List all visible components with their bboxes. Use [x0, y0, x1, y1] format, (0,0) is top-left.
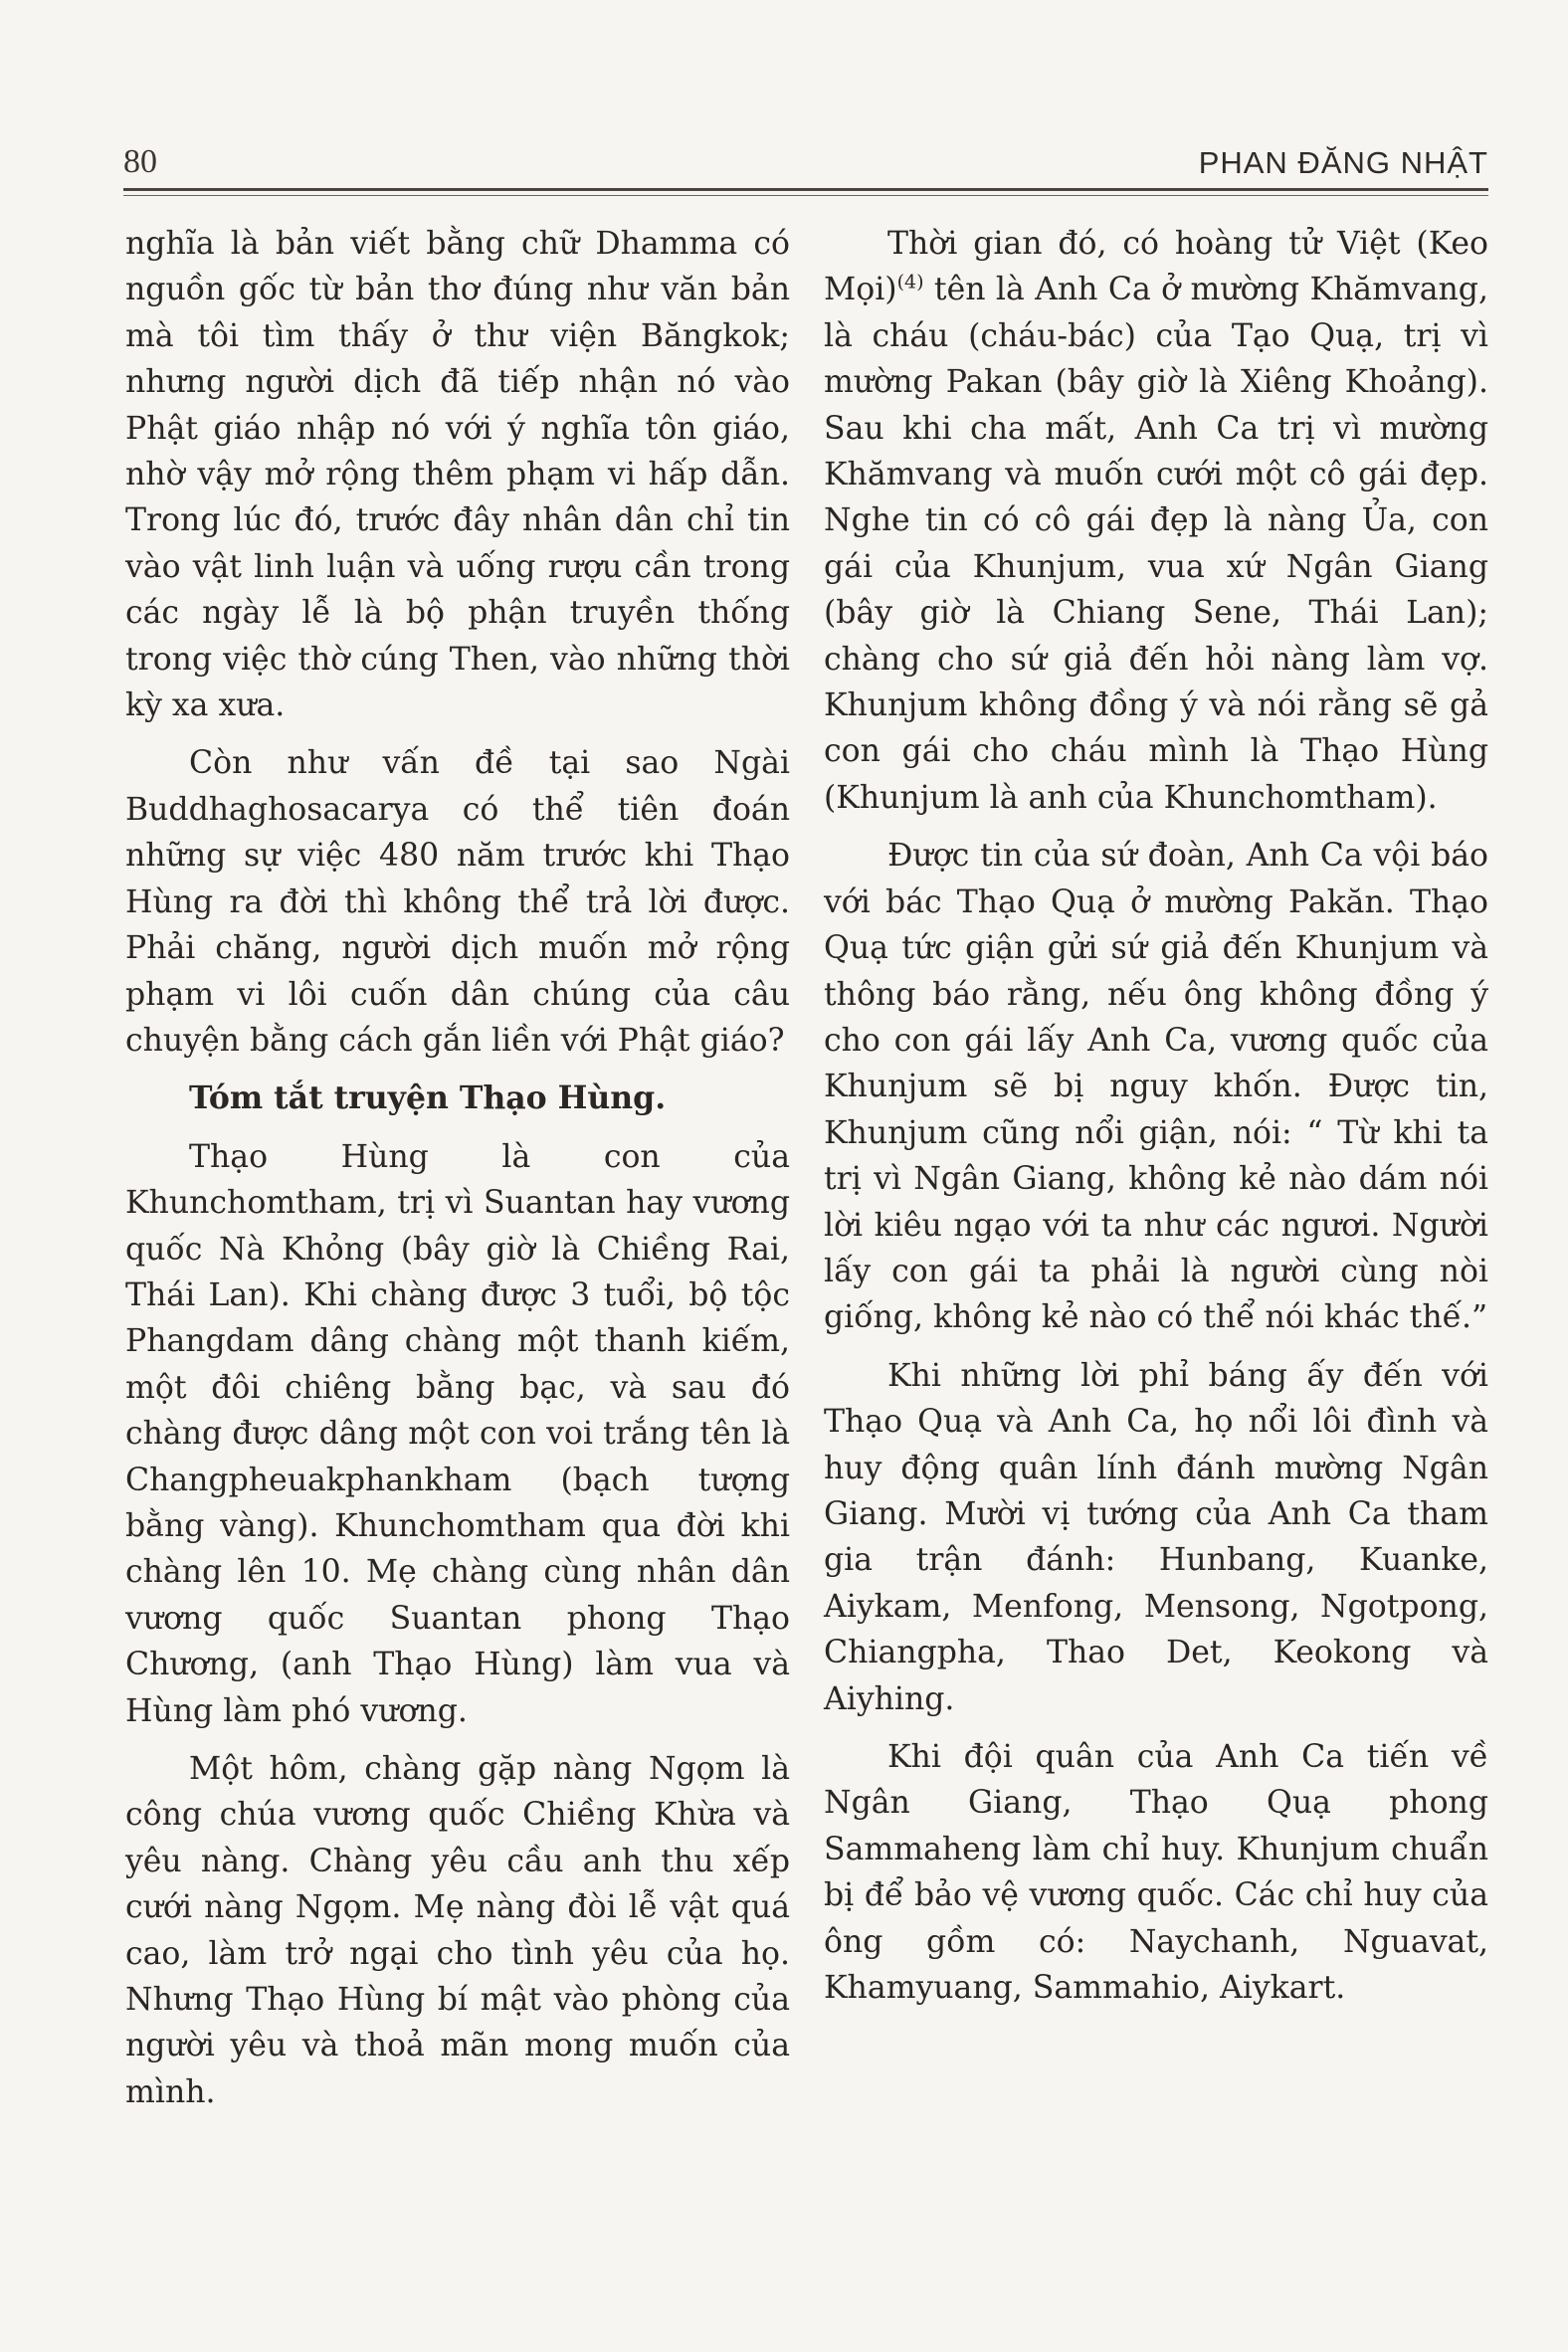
paragraph: Còn như vấn đề tại sao Ngài Buddhaghosacarya có thể tiên đoán những sự việc 480 năm trước khi Thạo Hùng ra đời thì không thể trả lời được. Phải chăng, người dịch muốn mở rộng phạm vi lôi cuốn dân chúng của câu chuyện bằng cách gắn liền với Phật giáo? — [125, 745, 790, 1059]
section-heading: Tóm tắt truyện Thạo Hùng. — [189, 1079, 667, 1117]
paragraph-text: Thời gian đó, có hoàng tử Việt (Keo Mọi) — [824, 226, 1488, 308]
left-column — [125, 221, 790, 2115]
right-column — [824, 221, 1488, 2011]
header-rule-thick — [123, 188, 1488, 191]
paragraph: nghĩa là bản viết bằng chữ Dhamma có nguồn gốc từ bản thơ đúng như văn bản mà tôi tìm thấy ở thư viện Băngkok; nhưng người dịch đã tiếp nhận nó vào Phật giáo nhập nó với ý nghĩa tôn giáo, nhờ vậy mở rộng thêm phạm vi hấp dẫn. Trong lúc đó, trước đây nhân dân chỉ tin vào vật linh luận và uống rượu cần trong các ngày lễ là bộ phận truyền thống trong việc thờ cúng Then, vào những thời kỳ xa xưa. — [125, 226, 790, 724]
running-head-author: PHAN ĐĂNG NHẬT — [1198, 145, 1488, 180]
page-header — [123, 141, 1488, 187]
header-rule-thin — [123, 195, 1488, 196]
paragraph: Được tin của sứ đoàn, Anh Ca vội báo với bác Thạo Quạ ở mường Pakăn. Thạo Quạ tức giận gửi sứ giả đến Khunjum và thông báo rằng, nếu ông không đồng ý cho con gái lấy Anh Ca, vương quốc của Khunjum sẽ bị nguy khốn. Được tin, Khunjum cũng nổi giận, nói: “ Từ khi ta trị vì Ngân Giang, không kẻ nào dám nói lời kiêu ngạo với ta như các ngươi. Người lấy con gái ta phải là người cùng nòi giống, không kẻ nào có thể nói khác thế.” — [824, 838, 1488, 1336]
paragraph — [824, 221, 1488, 821]
paragraph-text: tên là Anh Ca ở mường Khămvang, là cháu (cháu-bác) của Tạo Quạ, trị vì mường Pakan (bây giờ là Xiêng Khoảng). Sau khi cha mất, Anh Ca trị vì mường Khămvang và muốn cưới một cô gái đẹp. Nghe tin có cô gái đẹp là nàng Ủa, con gái của Khunjum, vua xứ Ngân Giang (bây giờ là Chiang Sene, Thái Lan); chàng cho sứ giả đến hỏi nàng làm vợ. Khunjum không đồng ý và nói rằng sẽ gả con gái cho cháu mình là Thạo Hùng (Khunjum là anh của Khunchomtham). — [824, 272, 1488, 816]
page-number: 80 — [123, 143, 157, 180]
paragraph: Khi những lời phỉ báng ấy đến với Thạo Quạ và Anh Ca, họ nổi lôi đình và huy động quân lính đánh mường Ngân Giang. Mười vị tướng của Anh Ca tham gia trận đánh: Hunbang, Kuanke, Aiykam, Menfong, Mensong, Ngotpong, Chiangpha, Thao Det, Keokong và Aiyhing. — [824, 1357, 1488, 1717]
paragraph: Thạo Hùng là con của Khunchomtham, trị vì Suantan hay vương quốc Nà Khỏng (bây giờ là Chiềng Rai, Thái Lan). Khi chàng được 3 tuổi, bộ tộc Phangdam dâng chàng một thanh kiếm, một đôi chiêng bằng bạc, và sau đó chàng được dâng một con voi trắng tên là Changpheuakphankham (bạch tượng bằng vàng). Khunchomtham qua đời khi chàng lên 10. Mẹ chàng cùng nhân dân vương quốc Suantan phong Thạo Chương, (anh Thạo Hùng) làm vua và Hùng làm phó vương. — [125, 1138, 790, 1729]
paragraph: Khi đội quân của Anh Ca tiến về Ngân Giang, Thạo Quạ phong Sammaheng làm chỉ huy. Khunjum chuẩn bị để bảo vệ vương quốc. Các chỉ huy của ông gồm có: Naychanh, Nguavat, Khamyuang, Sammahio, Aiykart. — [824, 1739, 1488, 2007]
paragraph: Một hôm, chàng gặp nàng Ngọm là công chúa vương quốc Chiềng Khừa và yêu nàng. Chàng yêu cầu anh thu xếp cưới nàng Ngọm. Mẹ nàng đòi lễ vật quá cao, làm trở ngại cho tình yêu của họ. Nhưng Thạo Hùng bí mật vào phòng của người yêu và thoả mãn mong muốn của mình. — [125, 1751, 790, 2110]
footnote-reference: (4) — [896, 271, 924, 294]
